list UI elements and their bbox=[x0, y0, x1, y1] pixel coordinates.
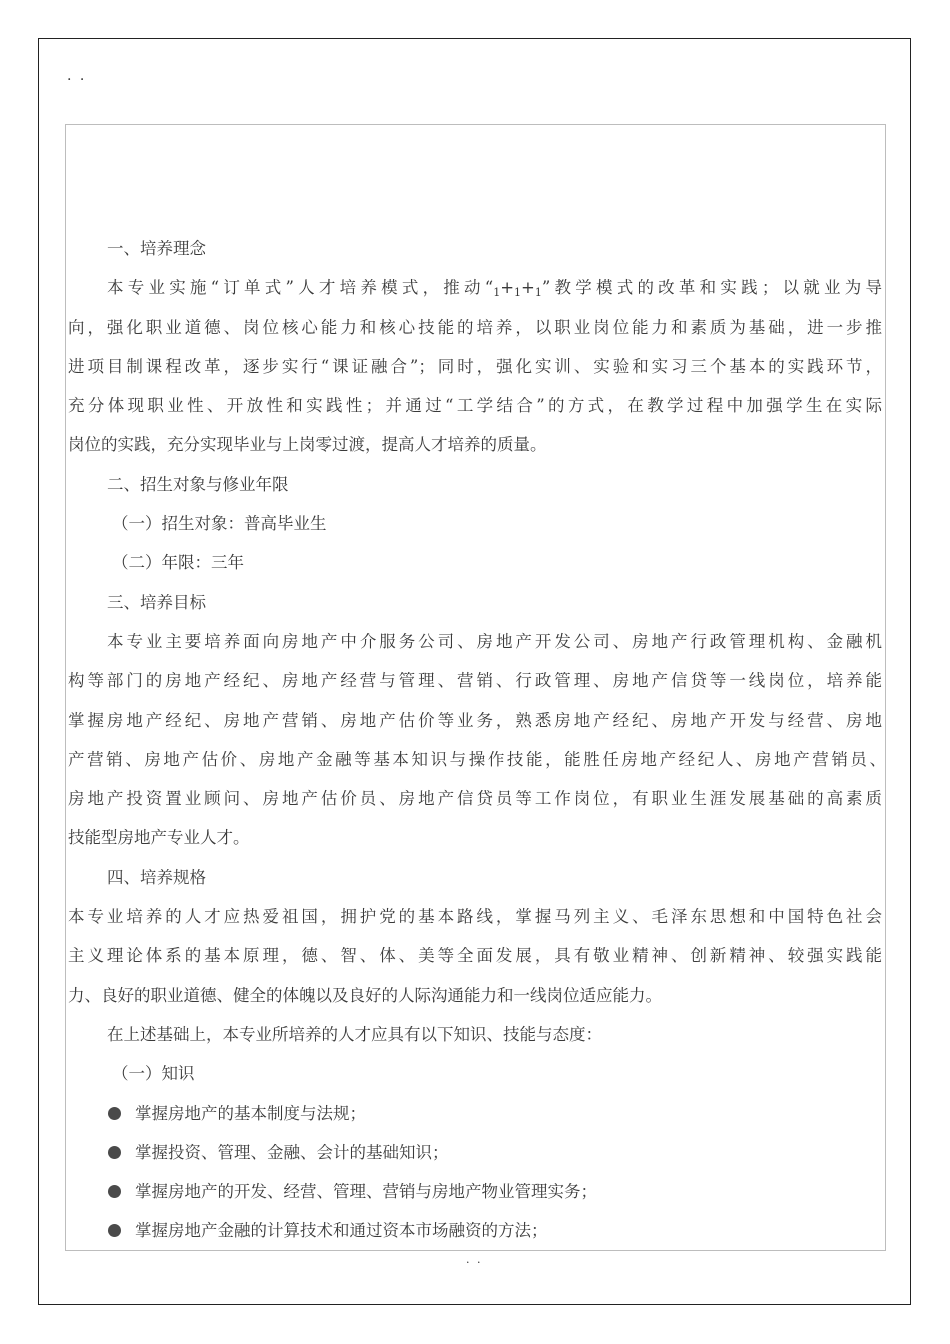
section-1-text: ”教学模式的改革和实践；以就业为导 bbox=[541, 278, 882, 298]
section-3-paragraph-line: 构等部门的房地产经纪、房地产经营与管理、营销、行政管理、房地产信贷等一线岗位，培养能 bbox=[68, 671, 882, 691]
list-item bbox=[68, 1094, 882, 1133]
section-3-paragraph-line: 产营销、房地产估价、房地产金融等基本知识与操作技能，能胜任房地产经纪人、房地产营销员、 bbox=[68, 749, 886, 769]
formula-1c: 1 bbox=[534, 286, 542, 300]
section-4-paragraph-line: 本专业培养的人才应热爱祖国，拥护党的基本路线，掌握马列主义、毛泽东思想和中国特色社会 bbox=[68, 907, 882, 927]
knowledge-item: 掌握房地产的基本制度与法规； bbox=[135, 1103, 366, 1123]
document-body bbox=[68, 229, 886, 1251]
section-3-paragraph-line: 房地产投资置业顾问、房地产估价员、房地产信贷员等工作岗位，有职业生涯发展基础的高素质 bbox=[68, 789, 882, 809]
bullet-icon bbox=[108, 1146, 121, 1159]
section-4-intro: 在上述基础上，本专业所培养的人才应具有以下知识、技能与态度： bbox=[107, 1024, 602, 1044]
bullet-icon bbox=[108, 1224, 121, 1237]
section-4-title: 四、培养规格 bbox=[107, 867, 206, 887]
knowledge-item: 掌握房地产金融的计算技术和通过资本市场融资的方法； bbox=[135, 1221, 548, 1241]
knowledge-item: 掌握投资、管理、金融、会计的基础知识； bbox=[135, 1142, 449, 1162]
section-1-title: 一、培养理念 bbox=[107, 239, 206, 258]
section-1-paragraph-line: 进项目制课程改革，逐步实行“课证融合”；同时，强化实训、实验和实习三个基本的实践环节， bbox=[68, 356, 882, 376]
formula-plus-1: + bbox=[500, 278, 515, 298]
list-item bbox=[68, 1211, 882, 1250]
section-1-paragraph-line bbox=[68, 268, 882, 307]
knowledge-title: （一）知识 bbox=[112, 1064, 195, 1084]
section-1-text: “订单式”人才培养模式，推动“ bbox=[210, 278, 494, 298]
list-item bbox=[68, 1172, 882, 1211]
section-3-title: 三、培养目标 bbox=[107, 592, 206, 612]
section-1-lead: 本专业实施 bbox=[107, 278, 211, 298]
bullet-icon bbox=[108, 1185, 121, 1198]
section-2-title: 二、招生对象与修业年限 bbox=[107, 474, 289, 494]
section-3-paragraph-line: 技能型房地产专业人才。 bbox=[68, 828, 250, 848]
section-1-paragraph-line: 向，强化职业道德、岗位核心能力和核心技能的培养，以职业岗位能力和素质为基础，进一步推 bbox=[68, 317, 882, 337]
footer-mark: . . bbox=[466, 1253, 483, 1266]
header-mark: . . bbox=[67, 68, 87, 84]
section-1-paragraph-line: 岗位的实践，充分实现毕业与上岗零过渡，提高人才培养的质量。 bbox=[68, 435, 547, 455]
section-1-paragraph-line: 充分体现职业性、开放性和实践性；并通过“工学结合”的方式，在教学过程中加强学生在实际 bbox=[68, 396, 882, 416]
section-4-paragraph-line: 力、良好的职业道德、健全的体魄以及良好的人际沟通能力和一线岗位适应能力。 bbox=[68, 985, 662, 1005]
section-3-paragraph-line: 掌握房地产经纪、房地产营销、房地产估价等业务，熟悉房地产经纪、房地产开发与经营、房地 bbox=[68, 710, 882, 730]
bullet-icon bbox=[108, 1107, 121, 1120]
section-2-item: （二）年限：三年 bbox=[112, 553, 244, 573]
section-2-item: （一）招生对象：普高毕业生 bbox=[112, 514, 327, 534]
formula-1b: 1 bbox=[514, 286, 522, 300]
formula-plus-2: + bbox=[521, 278, 535, 298]
formula-1a: 1 bbox=[493, 286, 501, 300]
section-3-paragraph-line: 本专业主要培养面向房地产中介服务公司、房地产开发公司、房地产行政管理机构、金融机 bbox=[107, 631, 882, 651]
section-4-paragraph-line: 主义理论体系的基本原理，德、智、体、美等全面发展，具有敬业精神、创新精神、较强实践能 bbox=[68, 946, 882, 966]
knowledge-item: 掌握房地产的开发、经营、管理、营销与房地产物业管理实务； bbox=[135, 1182, 597, 1202]
list-item bbox=[68, 1133, 882, 1172]
